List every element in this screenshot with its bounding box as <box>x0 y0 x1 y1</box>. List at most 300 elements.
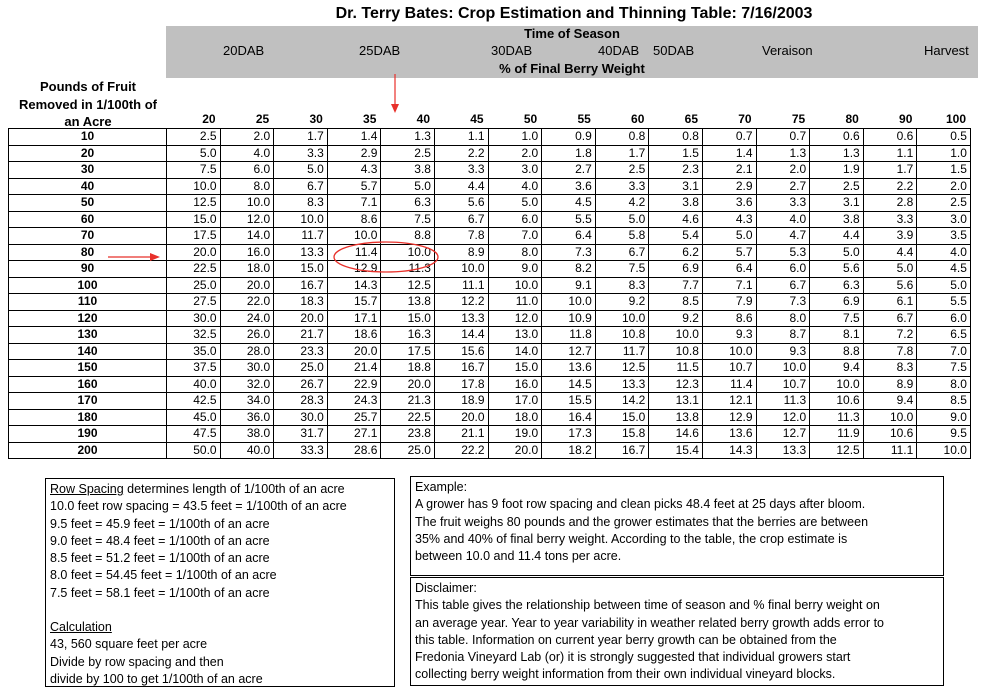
table-cell: 17.1 <box>327 310 381 327</box>
table-cell: 6.9 <box>810 294 864 311</box>
row-spacing-line: 9.0 feet = 48.4 feet = 1/100th of an acre <box>50 533 270 548</box>
column-header: 100 <box>945 112 966 126</box>
table-cell: 8.8 <box>381 228 435 245</box>
table-cell: 2.5 <box>810 178 864 195</box>
column-header: 75 <box>791 112 806 126</box>
table-cell: 12.5 <box>167 195 221 212</box>
table-cell: 18.6 <box>327 327 381 344</box>
table-cell: 1.1 <box>434 129 488 146</box>
table-cell: 15.0 <box>381 310 435 327</box>
table-cell: 34.0 <box>220 393 274 410</box>
table-cell: 3.3 <box>595 178 649 195</box>
row-spacing-line: 10.0 feet row spacing = 43.5 feet = 1/100th of an acre <box>50 499 347 514</box>
table-cell: 6.3 <box>810 277 864 294</box>
column-header: 45 <box>470 112 484 126</box>
table-cell: 11.7 <box>274 228 328 245</box>
table-cell: 3.8 <box>810 211 864 228</box>
table-cell: 23.3 <box>274 343 328 360</box>
example-line: 35% and 40% of final berry weight. According to the table, the crop estimate is <box>415 531 848 546</box>
table-cell: 40.0 <box>167 376 221 393</box>
table-cell: 9.1 <box>542 277 596 294</box>
table-cell: 6.3 <box>381 195 435 212</box>
column-header: 65 <box>684 112 698 126</box>
example-line: between 10.0 and 11.4 tons per acre. <box>415 549 622 564</box>
table-cell: 2.1 <box>702 162 756 179</box>
table-cell: 10.0 <box>542 294 596 311</box>
table-cell: 3.1 <box>649 178 703 195</box>
table-cell: 19.0 <box>488 426 542 443</box>
table-cell: 13.3 <box>274 244 328 261</box>
table-cell: 14.3 <box>702 442 756 459</box>
table-cell: 7.1 <box>702 277 756 294</box>
table-cell: 7.3 <box>542 244 596 261</box>
table-cell: 10.6 <box>810 393 864 410</box>
table-cell: 1.4 <box>702 145 756 162</box>
table-cell: 15.0 <box>274 261 328 278</box>
table-cell: 6.7 <box>595 244 649 261</box>
right-arrow-head <box>150 253 160 261</box>
table-cell: 26.7 <box>274 376 328 393</box>
row-label: 110 <box>9 294 167 311</box>
table-cell: 5.0 <box>488 195 542 212</box>
table-cell: 15.4 <box>649 442 703 459</box>
table-cell: 0.6 <box>863 129 917 146</box>
table-cell: 5.3 <box>756 244 810 261</box>
row-label: 160 <box>9 376 167 393</box>
table-cell: 7.5 <box>595 261 649 278</box>
table-cell: 12.5 <box>595 360 649 377</box>
table-cell: 11.8 <box>542 327 596 344</box>
table-cell: 0.5 <box>917 129 971 146</box>
row-label: 120 <box>9 310 167 327</box>
table-cell: 13.0 <box>488 327 542 344</box>
time-of-season-title: Time of Season <box>524 26 620 41</box>
table-cell: 8.2 <box>542 261 596 278</box>
disclaimer-line: This table gives the relationship between time of season and % final berry weight on <box>415 598 880 613</box>
row-label: 40 <box>9 178 167 195</box>
table-cell: 8.0 <box>756 310 810 327</box>
table-cell: 2.2 <box>434 145 488 162</box>
column-header: 50 <box>523 112 538 126</box>
table-cell: 6.4 <box>702 261 756 278</box>
table-cell: 21.7 <box>274 327 328 344</box>
table-cell: 12.3 <box>649 376 703 393</box>
table-cell: 11.7 <box>595 343 649 360</box>
table-cell: 4.3 <box>702 211 756 228</box>
table-cell: 1.4 <box>327 129 381 146</box>
table-cell: 10.9 <box>542 310 596 327</box>
calculation-heading: Calculation <box>50 620 112 635</box>
table-cell: 3.6 <box>702 195 756 212</box>
table-cell: 12.9 <box>327 261 381 278</box>
table-cell: 8.3 <box>863 360 917 377</box>
table-cell: 20.0 <box>220 277 274 294</box>
table-cell: 10.8 <box>649 343 703 360</box>
table-cell: 18.3 <box>274 294 328 311</box>
table-cell: 12.5 <box>381 277 435 294</box>
table-cell: 13.1 <box>649 393 703 410</box>
row-label: 140 <box>9 343 167 360</box>
table-cell: 2.2 <box>863 178 917 195</box>
table-cell: 16.4 <box>542 409 596 426</box>
row-label: 60 <box>9 211 167 228</box>
season-label-veraison: Veraison <box>762 43 813 58</box>
table-cell: 10.7 <box>756 376 810 393</box>
table-cell: 11.1 <box>863 442 917 459</box>
table-cell: 3.3 <box>274 145 328 162</box>
table-cell: 4.0 <box>756 211 810 228</box>
table-cell: 13.8 <box>649 409 703 426</box>
row-spacing-heading-rest: determines length of 1/100th of an acre <box>123 482 345 496</box>
table-cell: 4.7 <box>756 228 810 245</box>
table-cell: 10.0 <box>488 277 542 294</box>
row-spacing-line: 8.5 feet = 51.2 feet = 1/100th of an acre <box>50 551 270 566</box>
table-cell: 14.2 <box>595 393 649 410</box>
table-cell: 15.7 <box>327 294 381 311</box>
table-cell: 1.0 <box>488 129 542 146</box>
table-cell: 2.9 <box>327 145 381 162</box>
column-header: 30 <box>309 112 323 126</box>
table-cell: 9.3 <box>756 343 810 360</box>
row-label: 130 <box>9 327 167 344</box>
table-cell: 22.2 <box>434 442 488 459</box>
table-cell: 4.3 <box>327 162 381 179</box>
table-cell: 2.0 <box>488 145 542 162</box>
table-cell: 1.7 <box>274 129 328 146</box>
table-cell: 7.8 <box>434 228 488 245</box>
table-cell: 1.5 <box>649 145 703 162</box>
table-cell: 8.0 <box>220 178 274 195</box>
column-header: 35 <box>363 112 377 126</box>
row-label: 90 <box>9 261 167 278</box>
table-cell: 8.3 <box>595 277 649 294</box>
table-cell: 6.0 <box>220 162 274 179</box>
table-cell: 8.8 <box>810 343 864 360</box>
table-cell: 11.3 <box>381 261 435 278</box>
table-cell: 10.0 <box>167 178 221 195</box>
column-header: 70 <box>738 112 752 126</box>
table-cell: 45.0 <box>167 409 221 426</box>
table-cell: 22.0 <box>220 294 274 311</box>
table-cell: 8.0 <box>488 244 542 261</box>
table-cell: 12.0 <box>220 211 274 228</box>
table-cell: 4.4 <box>810 228 864 245</box>
row-label: 200 <box>9 442 167 459</box>
table-cell: 0.9 <box>542 129 596 146</box>
table-cell: 18.2 <box>542 442 596 459</box>
table-cell: 4.0 <box>488 178 542 195</box>
table-cell: 1.8 <box>542 145 596 162</box>
table-cell: 11.4 <box>702 376 756 393</box>
table-cell: 24.0 <box>220 310 274 327</box>
table-cell: 25.7 <box>327 409 381 426</box>
calculation-line: 43, 560 square feet per acre <box>50 637 208 652</box>
season-label-40dab: 40DAB <box>598 43 640 58</box>
table-cell: 7.5 <box>810 310 864 327</box>
table-cell: 20.0 <box>274 310 328 327</box>
table-cell: 10.0 <box>917 442 971 459</box>
table-cell: 6.7 <box>274 178 328 195</box>
table-cell: 10.0 <box>327 228 381 245</box>
table-cell: 13.3 <box>756 442 810 459</box>
table-cell: 10.0 <box>702 343 756 360</box>
calculation-line: Divide by row spacing and then <box>50 654 224 669</box>
table-cell: 15.0 <box>595 409 649 426</box>
row-spacing-line: 8.0 feet = 54.45 feet = 1/100th of an acre <box>50 568 277 583</box>
row-label: 50 <box>9 195 167 212</box>
example-box <box>410 476 944 576</box>
table-cell: 8.6 <box>327 211 381 228</box>
disclaimer-line: an average year. Year to year variability in weather related berry growth adds error to <box>415 615 885 630</box>
highlight-ellipse <box>334 242 438 272</box>
table-cell: 6.9 <box>649 261 703 278</box>
table-cell: 1.1 <box>863 145 917 162</box>
table-cell: 10.0 <box>274 211 328 228</box>
table-cell: 2.0 <box>917 178 971 195</box>
table-cell: 23.8 <box>381 426 435 443</box>
table-cell: 5.7 <box>327 178 381 195</box>
table-cell: 4.4 <box>863 244 917 261</box>
table-cell: 14.0 <box>488 343 542 360</box>
table-cell: 1.3 <box>756 145 810 162</box>
table-cell: 2.5 <box>595 162 649 179</box>
page-title: Dr. Terry Bates: Crop Estimation and Thinning Table: 7/16/2003 <box>335 5 813 22</box>
table-cell: 7.8 <box>863 343 917 360</box>
table-cell: 2.7 <box>542 162 596 179</box>
table-cell: 4.0 <box>917 244 971 261</box>
table-cell: 26.0 <box>220 327 274 344</box>
table-cell: 2.0 <box>220 129 274 146</box>
table-cell: 9.3 <box>702 327 756 344</box>
season-label-25dab: 25DAB <box>359 43 401 58</box>
table-cell: 21.3 <box>381 393 435 410</box>
table-cell: 25.0 <box>381 442 435 459</box>
table-cell: 36.0 <box>220 409 274 426</box>
table-cell: 0.8 <box>595 129 649 146</box>
table-cell: 15.5 <box>542 393 596 410</box>
table-cell: 17.3 <box>542 426 596 443</box>
table-cell: 12.2 <box>434 294 488 311</box>
table-cell: 33.3 <box>274 442 328 459</box>
example-line: The fruit weighs 80 pounds and the grower estimates that the berries are between <box>415 514 869 529</box>
table-cell: 3.8 <box>381 162 435 179</box>
table-cell: 1.7 <box>863 162 917 179</box>
column-header: 40 <box>416 112 430 126</box>
disclaimer-line: this table. Information on current year berry growth can be obtained from the <box>415 632 837 647</box>
season-label-50dab: 50DAB <box>653 43 695 58</box>
row-label: 150 <box>9 360 167 377</box>
table-cell: 12.5 <box>810 442 864 459</box>
table-cell: 12.9 <box>702 409 756 426</box>
table-cell: 1.0 <box>917 145 971 162</box>
table-cell: 5.6 <box>434 195 488 212</box>
season-label-20dab: 20DAB <box>223 43 265 58</box>
table-cell: 14.4 <box>434 327 488 344</box>
table-cell: 0.8 <box>649 129 703 146</box>
table-cell: 16.7 <box>595 442 649 459</box>
table-cell: 0.7 <box>702 129 756 146</box>
table-cell: 17.5 <box>381 343 435 360</box>
table-cell: 12.1 <box>702 393 756 410</box>
row-label: 20 <box>9 145 167 162</box>
table-cell: 50.0 <box>167 442 221 459</box>
example-line: A grower has 9 foot row spacing and clean picks 48.4 feet at 25 days after bloom. <box>415 497 866 512</box>
table-cell: 10.8 <box>595 327 649 344</box>
table-cell: 13.6 <box>542 360 596 377</box>
column-header: 90 <box>899 112 913 126</box>
table-cell: 5.5 <box>542 211 596 228</box>
table-cell: 13.8 <box>381 294 435 311</box>
table-cell: 9.4 <box>863 393 917 410</box>
table-cell: 7.5 <box>381 211 435 228</box>
table-cell: 1.3 <box>381 129 435 146</box>
row-label: 190 <box>9 426 167 443</box>
table-cell: 13.3 <box>434 310 488 327</box>
table-cell: 13.6 <box>702 426 756 443</box>
table-cell: 2.7 <box>756 178 810 195</box>
table-cell: 3.5 <box>917 228 971 245</box>
table-cell: 11.1 <box>434 277 488 294</box>
table-cell: 16.0 <box>220 244 274 261</box>
table-cell: 5.6 <box>863 277 917 294</box>
table-cell: 5.0 <box>917 277 971 294</box>
table-cell: 28.0 <box>220 343 274 360</box>
row-header-line: Removed in 1/100th of <box>19 96 157 112</box>
table-cell: 16.3 <box>381 327 435 344</box>
table-cell: 1.5 <box>917 162 971 179</box>
table-cell: 32.5 <box>167 327 221 344</box>
table-cell: 6.7 <box>434 211 488 228</box>
table-cell: 10.0 <box>434 261 488 278</box>
table-cell: 5.5 <box>917 294 971 311</box>
row-label: 100 <box>9 277 167 294</box>
table-cell: 1.7 <box>595 145 649 162</box>
table-cell: 25.0 <box>274 360 328 377</box>
table-cell: 20.0 <box>434 409 488 426</box>
table-cell: 35.0 <box>167 343 221 360</box>
table-cell: 2.5 <box>381 145 435 162</box>
table-cell: 22.5 <box>167 261 221 278</box>
table-cell: 3.6 <box>542 178 596 195</box>
table-cell: 17.0 <box>488 393 542 410</box>
table-cell: 4.2 <box>595 195 649 212</box>
table-cell: 4.4 <box>434 178 488 195</box>
table-cell: 14.5 <box>542 376 596 393</box>
table-cell: 16.7 <box>434 360 488 377</box>
table-cell: 7.0 <box>917 343 971 360</box>
table-cell: 2.8 <box>863 195 917 212</box>
row-label: 10 <box>9 129 167 146</box>
row-header-line: an Acre <box>64 114 112 129</box>
table-cell: 5.0 <box>274 162 328 179</box>
table-cell: 8.9 <box>434 244 488 261</box>
table-cell: 6.0 <box>917 310 971 327</box>
table-cell: 15.6 <box>434 343 488 360</box>
table-cell: 40.0 <box>220 442 274 459</box>
table-cell: 7.2 <box>863 327 917 344</box>
table-cell: 3.0 <box>917 211 971 228</box>
table-cell: 7.7 <box>649 277 703 294</box>
table-cell: 18.0 <box>220 261 274 278</box>
table-cell: 5.0 <box>702 228 756 245</box>
table-cell: 6.7 <box>756 277 810 294</box>
table-cell: 6.2 <box>649 244 703 261</box>
table-cell: 17.5 <box>167 228 221 245</box>
season-label-harvest: Harvest <box>924 43 969 58</box>
disclaimer-line: Fredonia Vineyard Lab (or) it is strongly suggested that individual growers start <box>415 650 851 665</box>
table-cell: 2.3 <box>649 162 703 179</box>
table-cell: 20.0 <box>381 376 435 393</box>
calculation-line: divide by 100 to get 1/100th of an acre <box>50 671 263 686</box>
table-cell: 8.5 <box>649 294 703 311</box>
disclaimer-box <box>410 577 944 686</box>
table-cell: 9.4 <box>810 360 864 377</box>
table-cell: 17.8 <box>434 376 488 393</box>
table-cell: 9.5 <box>917 426 971 443</box>
table-cell: 5.8 <box>595 228 649 245</box>
table-cell: 28.6 <box>327 442 381 459</box>
table-cell: 6.0 <box>488 211 542 228</box>
table-cell: 11.0 <box>488 294 542 311</box>
table-cell: 8.3 <box>274 195 328 212</box>
table-cell: 7.1 <box>327 195 381 212</box>
down-arrow-head <box>391 104 399 113</box>
table-cell: 42.5 <box>167 393 221 410</box>
table-cell: 5.0 <box>810 244 864 261</box>
table-cell: 7.5 <box>167 162 221 179</box>
table-cell: 2.5 <box>917 195 971 212</box>
table-cell: 18.0 <box>488 409 542 426</box>
table-cell: 8.1 <box>810 327 864 344</box>
table-cell: 5.0 <box>863 261 917 278</box>
table-cell: 10.6 <box>863 426 917 443</box>
table-cell: 27.5 <box>167 294 221 311</box>
table-cell: 38.0 <box>220 426 274 443</box>
table-cell: 3.3 <box>863 211 917 228</box>
table-cell: 6.0 <box>756 261 810 278</box>
table-cell: 16.7 <box>274 277 328 294</box>
table-cell: 14.3 <box>327 277 381 294</box>
table-cell: 5.7 <box>702 244 756 261</box>
table-cell: 28.3 <box>274 393 328 410</box>
table-cell: 8.6 <box>702 310 756 327</box>
table-cell: 4.6 <box>649 211 703 228</box>
table-cell: 0.7 <box>756 129 810 146</box>
table-cell: 1.9 <box>810 162 864 179</box>
table-cell: 3.9 <box>863 228 917 245</box>
table-cell: 5.0 <box>595 211 649 228</box>
column-header: 80 <box>845 112 859 126</box>
table-cell: 20.0 <box>167 244 221 261</box>
table-cell: 8.0 <box>917 376 971 393</box>
row-label: 70 <box>9 228 167 245</box>
table-cell: 11.4 <box>327 244 381 261</box>
table-cell: 8.7 <box>756 327 810 344</box>
row-label: 180 <box>9 409 167 426</box>
table-cell: 21.1 <box>434 426 488 443</box>
table-cell: 3.8 <box>649 195 703 212</box>
table-cell: 20.0 <box>327 343 381 360</box>
table-cell: 2.9 <box>702 178 756 195</box>
table-cell: 7.0 <box>488 228 542 245</box>
disclaimer-heading: Disclaimer: <box>415 581 477 595</box>
table-cell: 12.7 <box>756 426 810 443</box>
table-cell: 14.6 <box>649 426 703 443</box>
table-cell: 11.3 <box>810 409 864 426</box>
table-cell: 30.0 <box>220 360 274 377</box>
row-spacing-line: 9.5 feet = 45.9 feet = 1/100th of an acre <box>50 516 270 531</box>
table-cell: 37.5 <box>167 360 221 377</box>
